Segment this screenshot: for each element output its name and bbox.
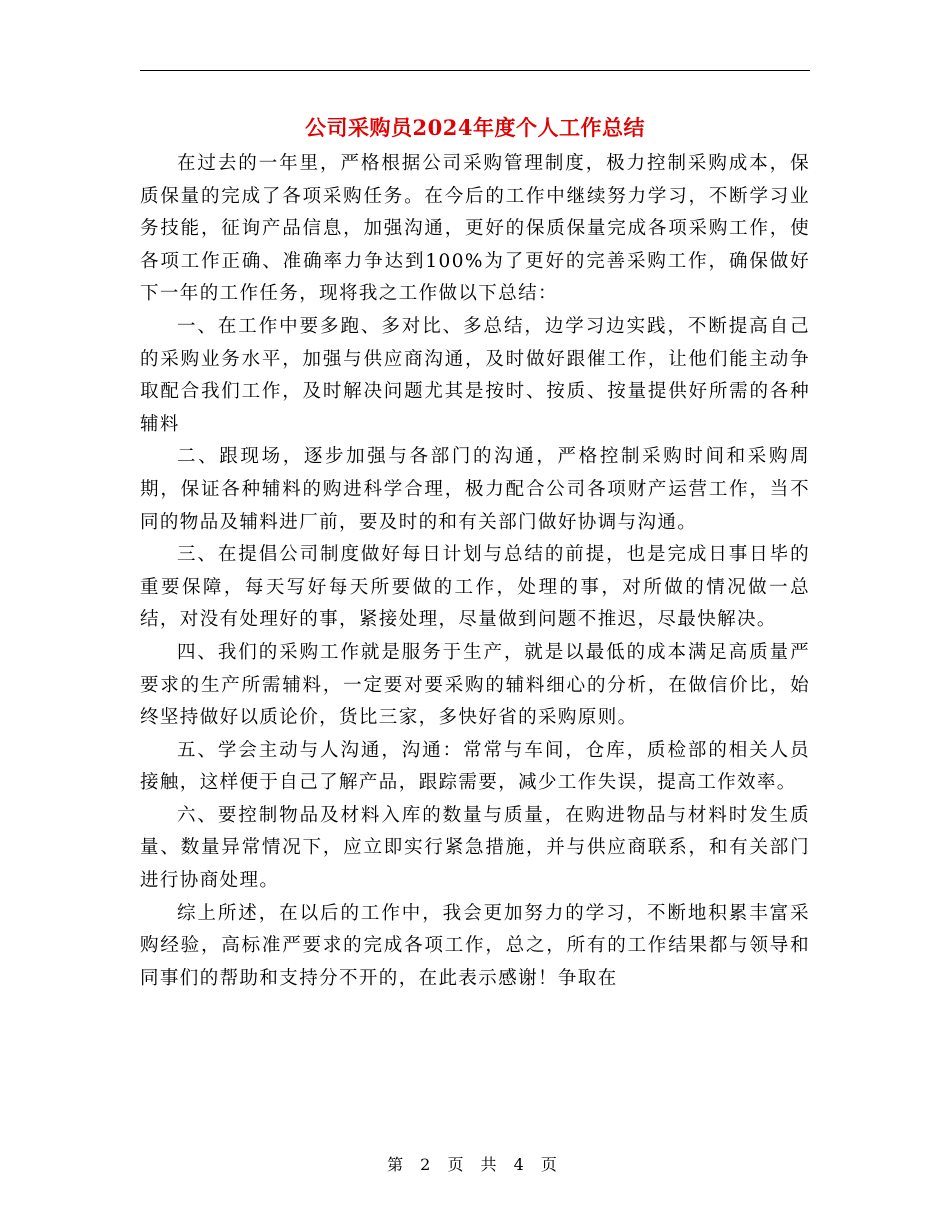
paragraph-6: 六、要控制物品及材料入库的数量与质量，在购进物品与材料时发生质量、数量异常情况下，应立即实行紧急措施，并与供应商联系，和有关部门进行协商处理。 xyxy=(140,804,810,892)
paragraph-summary: 综上所述，在以后的工作中，我会更加努力的学习，不断地积累丰富采购经验，高标准严要求的完成各项工作，总之，所有的工作结果都与领导和同事们的帮助和支持分不开的，在此表示感谢！争取在 xyxy=(140,902,810,989)
paragraph-2: 二、跟现场，逐步加强与各部门的沟通，严格控制采购时间和采购周期，保证各种辅料的购进科学合理，极力配合公司各项财产运营工作，当不同的物品及辅料进厂前，要及时的和有关部门做好协调与沟通。 xyxy=(140,446,810,533)
paragraph-3: 三、在提倡公司制度做好每日计划与总结的前提，也是完成日事日毕的重要保障，每天写好每天所要做的工作，处理的事，对所做的情况做一总结，对没有处理好的事，紧接处理，尽量做到问题不推迟，尽最快解决。 xyxy=(140,544,810,631)
paragraph-4: 四、我们的采购工作就是服务于生产，就是以最低的成本满足高质量严要求的生产所需辅料，一定要对要采购的辅料细心的分析，在做信价比，始终坚持做好以质论价，货比三家，多快好省的采购原则。 xyxy=(140,641,810,729)
page-number-footer: 第 2 页 共 4 页 xyxy=(387,1155,563,1174)
paragraph-1: 一、在工作中要多跑、多对比、多总结，边学习边实践，不断提高自己的采购业务水平，加强与供应商沟通，及时做好跟催工作，让他们能主动争取配合我们工作，及时解决问题尤其是按时、按质、按量提供好所需的各种辅料 xyxy=(140,315,810,435)
paragraph-intro: 在过去的一年里，严格根据公司采购管理制度，极力控制采购成本，保质保量的完成了各项采购任务。在今后的工作中继续努力学习，不断学习业务技能，征询产品信息，加强沟通，更好的保质保量完成各项采购工作，使各项工作正确、准确率力争达到100%为了更好的完善采购工作，确保做好下一年的工作任务，现将我之工作做以下总结： xyxy=(140,153,810,305)
header-rule xyxy=(140,70,810,71)
document-title: 公司采购员2024年度个人工作总结 xyxy=(305,115,645,140)
document-body xyxy=(140,148,810,995)
paragraph-5: 五、学会主动与人沟通，沟通：常常与车间，仓库，质检部的相关人员接触，这样便于自己了解产品，跟踪需要，减少工作失误，提高工作效率。 xyxy=(140,739,810,794)
